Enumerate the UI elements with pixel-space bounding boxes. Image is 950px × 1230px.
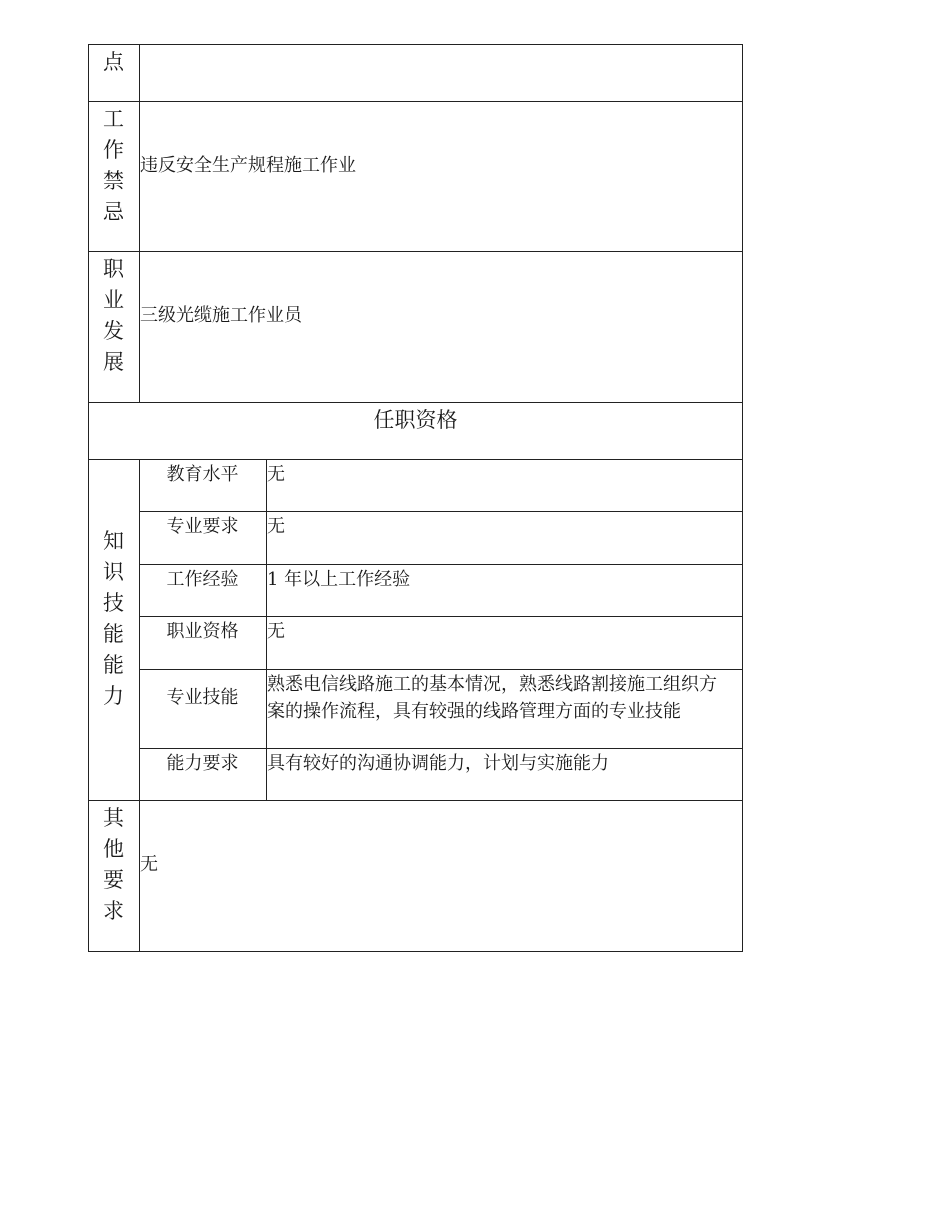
label-char: 求 <box>103 899 124 923</box>
label-char: 展 <box>103 350 124 374</box>
row-divider <box>88 44 743 45</box>
row-divider <box>88 951 743 952</box>
row-divider <box>88 459 743 460</box>
row-divider <box>88 101 743 102</box>
prohibitions-value: 违反安全生产规程施工作业 <box>140 155 356 176</box>
label-char: 知 <box>103 529 124 553</box>
label-char: 业 <box>103 288 124 312</box>
label-char: 能 <box>103 653 124 677</box>
career-value: 三级光缆施工作业员 <box>140 305 302 326</box>
row-divider <box>139 669 743 670</box>
label-char: 职 <box>103 257 124 281</box>
major-value: 无 <box>267 516 285 537</box>
column-divider <box>742 44 743 951</box>
ability-label: 能力要求 <box>166 753 239 774</box>
other-label <box>88 803 139 927</box>
label-char: 工 <box>103 107 124 131</box>
skills-value-line2: 案的操作流程，具有较强的线路管理方面的专业技能 <box>267 701 681 722</box>
label-char: 识 <box>103 560 124 584</box>
column-divider <box>139 44 140 402</box>
label-char: 作 <box>103 138 124 162</box>
point-label <box>88 47 139 78</box>
label-char: 发 <box>103 319 124 343</box>
qualification-value: 无 <box>267 621 285 642</box>
row-divider <box>88 800 743 801</box>
education-label: 教育水平 <box>166 464 239 485</box>
job-description-table <box>88 44 743 952</box>
experience-value: 1 年以上工作经验 <box>267 569 411 590</box>
row-divider <box>139 748 743 749</box>
education-value: 无 <box>267 464 285 485</box>
skills-value-line1: 熟悉电信线路施工的基本情况，熟悉线路割接施工组织方 <box>267 674 717 695</box>
label-char: 点 <box>103 50 124 74</box>
row-divider <box>139 511 743 512</box>
experience-label: 工作经验 <box>166 569 239 590</box>
row-divider <box>139 564 743 565</box>
career-label <box>88 254 139 378</box>
label-char: 力 <box>103 684 124 708</box>
label-char: 禁 <box>103 169 124 193</box>
section-title: 任职资格 <box>373 408 458 432</box>
qualification-label: 职业资格 <box>166 621 239 642</box>
label-char: 技 <box>103 591 124 615</box>
label-char: 能 <box>103 622 124 646</box>
label-char: 要 <box>103 868 124 892</box>
label-char: 忌 <box>103 200 124 224</box>
ability-value: 具有较好的沟通协调能力，计划与实施能力 <box>267 753 609 774</box>
prohibitions-label <box>88 104 139 228</box>
other-value: 无 <box>140 854 158 875</box>
row-divider <box>88 402 743 403</box>
row-divider <box>88 251 743 252</box>
skills-label: 专业技能 <box>166 687 239 708</box>
row-divider <box>139 616 743 617</box>
major-label: 专业要求 <box>166 516 239 537</box>
label-char: 他 <box>103 837 124 861</box>
label-char: 其 <box>103 806 124 830</box>
knowledge-label <box>88 526 139 712</box>
